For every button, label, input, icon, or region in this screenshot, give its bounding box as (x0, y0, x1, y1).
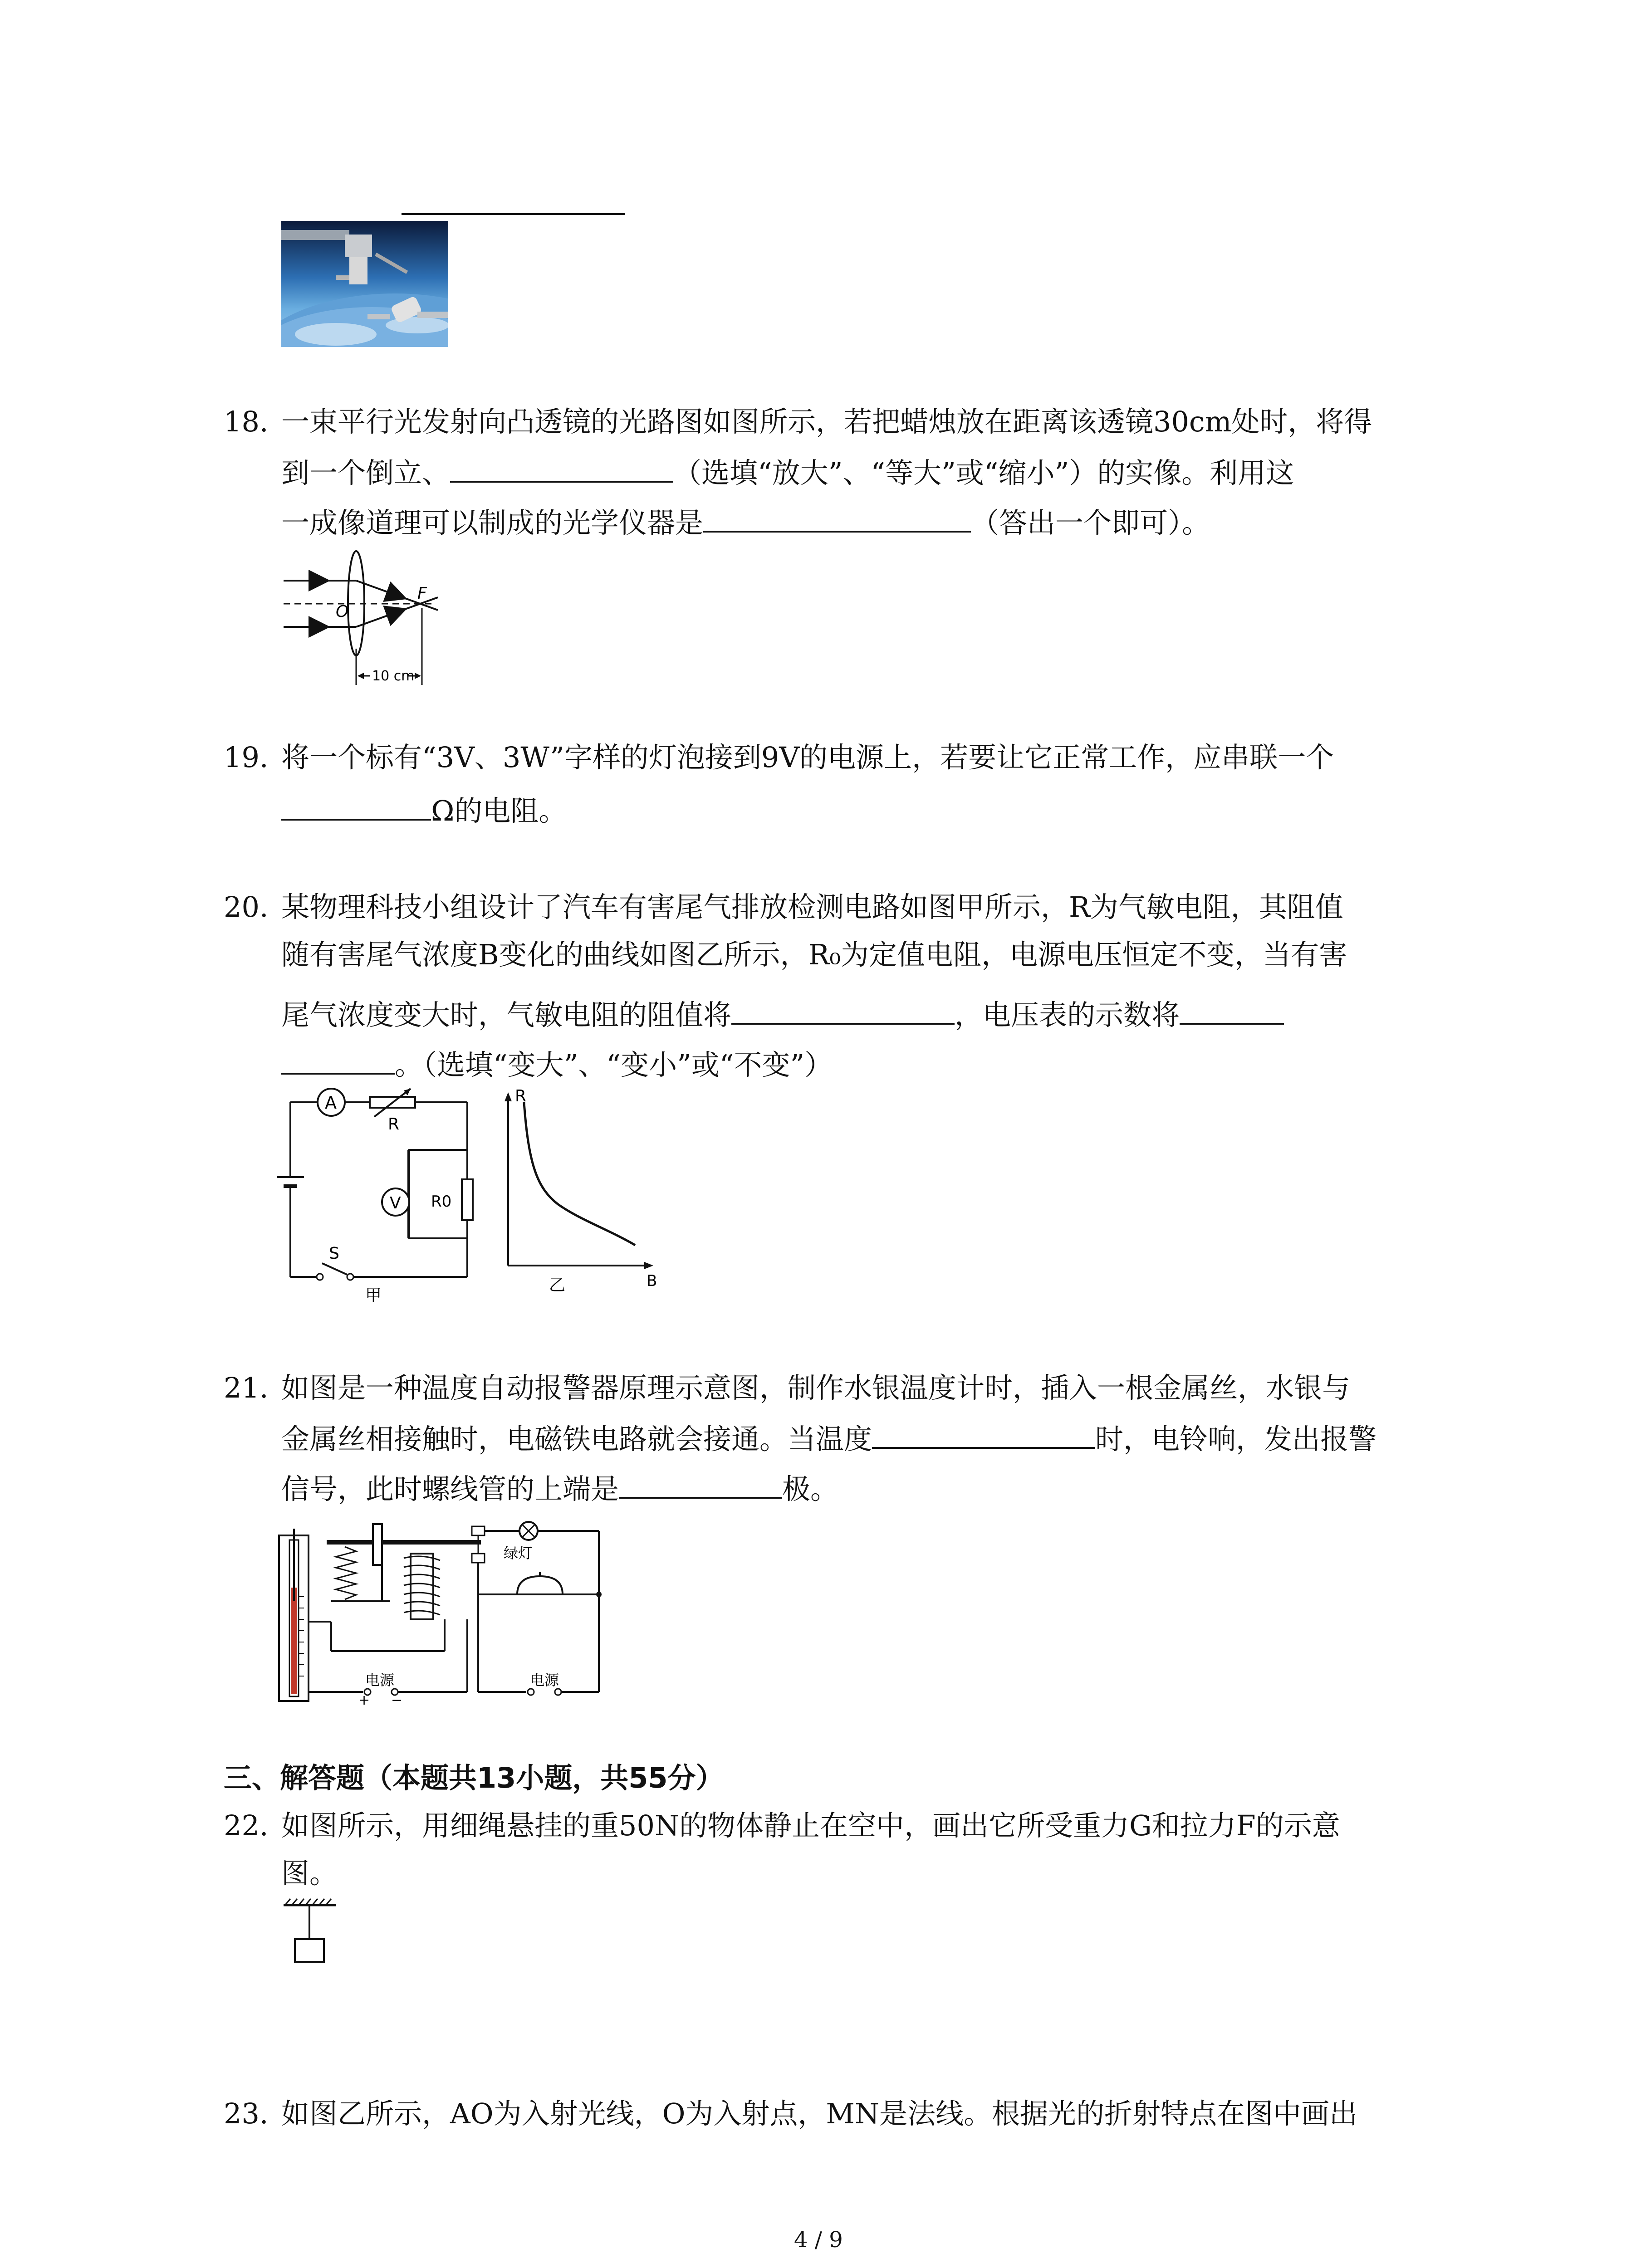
question-number-20: 20. (224, 890, 269, 924)
q18-text-3b: （答出一个即可）。 (971, 506, 1210, 539)
exhaust-detector-circuit (272, 1084, 481, 1302)
temperature-alarm-diagram (272, 1515, 617, 1706)
green-light-label: 绿灯 (504, 1545, 533, 1562)
resistor-label: R (388, 1115, 400, 1134)
hanging-block (295, 1939, 324, 1962)
power-source-1-label: 电源 (365, 1672, 395, 1689)
q21-line-2 (281, 1420, 1376, 1457)
q18-answer-blank-2 (703, 503, 971, 533)
plus-terminal-label: + (358, 1692, 370, 1706)
q21-text-3a: 信号，此时螺线管的上端是 (281, 1472, 619, 1505)
q20-answer-blank-2a (1180, 996, 1284, 1025)
question-number-18: 18. (224, 405, 269, 438)
q19-line-2 (281, 792, 567, 829)
axis-b-label: B (647, 1272, 657, 1290)
q21-answer-blank-1 (872, 1420, 1095, 1449)
lens-center-label: O (336, 602, 349, 621)
q21-text-2b: 时，电铃响，发出报警 (1095, 1422, 1377, 1456)
switch-label: S (329, 1244, 339, 1263)
switch (322, 1263, 347, 1275)
question-number-23: 23. (224, 2097, 269, 2130)
q21-line-3 (281, 1470, 838, 1507)
q18-line-2 (281, 454, 1294, 491)
fixed-resistor-label: R0 (431, 1193, 452, 1211)
q20-text-3b: ，电压表的示数将 (955, 998, 1180, 1031)
axis-r-label: R (515, 1087, 527, 1105)
space-station-photo (281, 221, 448, 347)
q20-text-3a: 尾气浓度变大时，气敏电阻的阻值将 (281, 998, 732, 1031)
q20-line-4 (281, 1046, 833, 1083)
q18-answer-blank-1 (450, 454, 673, 483)
q22-line-1: 如图所示，用细绳悬挂的重50N的物体静止在空中，画出它所受重力G和拉力F的示意 (281, 1809, 1340, 1842)
spring (336, 1547, 356, 1599)
voltmeter-label: V (390, 1194, 401, 1212)
q18-line-1: 一束平行光发射向凸透镜的光路图如图所示，若把蜡烛放在距离该透镜30cm处时，将得 (281, 405, 1372, 438)
focal-length-label: 10 cm (372, 668, 415, 684)
figure-jia-label: 甲 (365, 1286, 382, 1302)
q17-answer-blank (402, 213, 625, 215)
q19-answer-blank (281, 792, 431, 821)
figure-yi-label: 乙 (549, 1276, 566, 1295)
hanging-block-diagram (281, 1896, 340, 1969)
q20-line-2: 随有害尾气浓度B变化的曲线如图乙所示，R₀为定值电阻，电源电压恒定不变，当有害 (281, 938, 1347, 971)
resistance-concentration-graph (490, 1084, 671, 1297)
q20-line-1: 某物理科技小组设计了汽车有害尾气排放检测电路如图甲所示，R为气敏电阻，其阻值 (281, 890, 1343, 924)
q18-text-3a: 一成像道理可以制成的光学仪器是 (281, 506, 704, 539)
q20-line-3 (281, 996, 1284, 1033)
focal-point-label: F (417, 584, 427, 603)
question-number-22: 22. (224, 1809, 269, 1842)
resistance-curve (524, 1102, 635, 1245)
page-number: 4 / 9 (794, 2227, 843, 2253)
q21-line-1: 如图是一种温度自动报警器原理示意图，制作水银温度计时，插入一根金属丝，水银与 (281, 1371, 1351, 1404)
q18-line-3 (281, 503, 1210, 541)
q21-text-3b: 极。 (782, 1472, 839, 1505)
section-3-title: 三、解答题（本题共13小题，共55分） (224, 1761, 724, 1794)
q19-text-2b: Ω的电阻。 (431, 794, 567, 827)
question-number-19: 19. (224, 741, 269, 774)
q18-text-2b: （选填“放大”、“等大”或“缩小”）的实像。利用这 (673, 456, 1294, 489)
voltmeter-wiring (381, 1150, 413, 1241)
q21-answer-blank-2 (619, 1470, 782, 1499)
q23-line-1: 如图乙所示，AO为入射光线，O为入射点，MN是法线。根据光的折射特点在图中画出 (281, 2097, 1358, 2130)
ammeter-label: A (325, 1093, 337, 1113)
question-number-21: 21. (224, 1371, 269, 1404)
fixed-resistor (462, 1179, 473, 1220)
q18-text-2a: 到一个倒立、 (281, 456, 451, 489)
alarm-bell (517, 1576, 563, 1594)
q19-line-1: 将一个标有“3V、3W”字样的灯泡接到9V的电源上，若要让它正常工作，应串联一个 (281, 741, 1334, 774)
minus-terminal-label: − (391, 1692, 403, 1706)
q21-text-2a: 金属丝相接触时，电磁铁电路就会接通。当温度 (281, 1422, 872, 1456)
convex-lens-diagram (272, 544, 463, 694)
q22-line-2: 图。 (281, 1857, 338, 1890)
q20-answer-blank-2b (281, 1046, 395, 1075)
q20-text-4b: 。（选填“变大”、“变小”或“不变”） (395, 1048, 833, 1081)
q20-answer-blank-1 (731, 996, 955, 1025)
power-source-2-label: 电源 (530, 1672, 559, 1689)
